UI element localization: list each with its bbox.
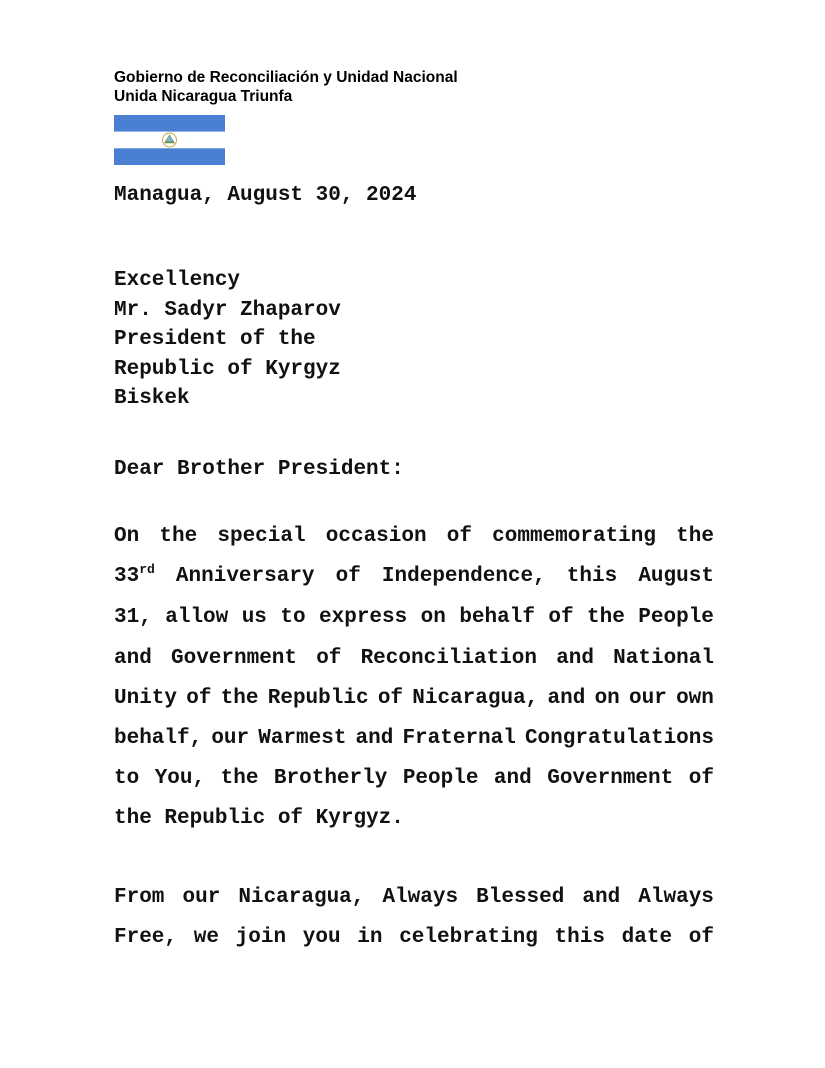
word: in (357, 926, 383, 950)
letterhead-slogan: Unida Nicaragua Triunfa (114, 88, 293, 105)
word: 31, (114, 606, 152, 630)
word: Reconciliation (360, 646, 538, 670)
word: the (676, 525, 714, 548)
paragraph-line (114, 598, 714, 638)
word: and (547, 686, 586, 710)
word: this (554, 926, 605, 950)
nicaragua-flag-icon (114, 115, 225, 165)
word: own (676, 686, 714, 710)
word: Always (638, 886, 714, 909)
word: and (355, 727, 394, 751)
addressee-line: Excellency (114, 269, 241, 292)
word: to (114, 767, 140, 791)
word: Nicaragua, (412, 686, 539, 710)
word: Always (382, 886, 459, 909)
paragraph-line (114, 759, 714, 799)
anniversary-ordinal (114, 557, 155, 598)
word: the (220, 767, 259, 791)
addressee-line: Republic of Kyrgyz (114, 357, 341, 381)
body-paragraph-1 (114, 517, 714, 840)
word: Republic (164, 807, 266, 831)
word: and (582, 886, 621, 909)
word: express (319, 606, 408, 630)
word: Warmest (258, 727, 347, 751)
word: us (241, 606, 267, 630)
ordinal-number: 33 (114, 565, 140, 589)
addressee-line: Biskek (114, 387, 190, 411)
salutation: Dear Brother President: (114, 458, 404, 481)
paragraph-line (114, 878, 714, 918)
word: Republic (267, 686, 369, 710)
word: Blessed (476, 886, 565, 909)
word: our (182, 886, 221, 909)
paragraph-line (114, 918, 714, 958)
word: of (688, 926, 714, 950)
paragraph-line (114, 799, 714, 839)
word: Kyrgyz. (315, 807, 404, 831)
word: on (420, 606, 446, 630)
word: our (629, 686, 667, 710)
word: Brotherly (273, 767, 388, 791)
word: to (280, 606, 306, 630)
word: Nicaragua, (238, 886, 365, 909)
letterhead-government-name: Gobierno de Reconciliación y Unidad Nacional (114, 69, 458, 86)
word: From (114, 886, 165, 909)
word: special (217, 525, 306, 548)
word: this (566, 565, 618, 589)
paragraph-line (114, 639, 714, 679)
word: the (220, 686, 259, 710)
body-paragraph-2 (114, 878, 714, 958)
addressee-block (114, 266, 341, 414)
word: the (114, 807, 152, 831)
word: the (587, 606, 625, 630)
ordinal-suffix: rd (139, 562, 155, 578)
word: August (638, 565, 714, 589)
word: behalf, (114, 727, 203, 751)
word: celebrating (399, 926, 538, 950)
word: we (193, 926, 219, 950)
word: of (316, 646, 342, 670)
word: Government (547, 767, 674, 791)
word: Congratulations (524, 727, 714, 751)
word: join (235, 926, 287, 950)
word: behalf (459, 606, 535, 630)
word: allow (165, 606, 229, 630)
word: occasion (325, 525, 427, 548)
word: you (302, 926, 341, 950)
word: Anniversary (175, 565, 315, 589)
paragraph-line (114, 517, 714, 557)
word: Fraternal (402, 727, 516, 751)
word: and (493, 767, 532, 791)
addressee-line: Mr. Sadyr Zhaparov (114, 298, 341, 322)
word: of (277, 807, 304, 831)
word: On (114, 525, 140, 548)
word: on (594, 686, 620, 710)
word: People (638, 606, 714, 630)
word: and (114, 646, 152, 670)
word: of (688, 767, 714, 791)
paragraph-line (114, 679, 714, 719)
word: of (377, 686, 404, 710)
word: of (186, 686, 212, 710)
paragraph-line (114, 557, 714, 598)
paragraph-line (114, 719, 714, 759)
word: commemorating (492, 525, 656, 548)
word: National (613, 646, 714, 670)
word: of (548, 606, 574, 630)
word: Free, (114, 926, 178, 950)
word: You, (154, 767, 206, 791)
word: our (211, 727, 250, 751)
word: of (335, 565, 361, 589)
addressee-line: President of the (114, 328, 316, 352)
word: Independence, (381, 565, 546, 589)
word: date (621, 926, 673, 950)
word: of (446, 525, 472, 548)
letterhead (114, 68, 458, 106)
letter-date: Managua, August 30, 2024 (114, 184, 417, 207)
word: the (159, 525, 198, 548)
word: and (556, 646, 594, 670)
word: Government (170, 646, 298, 670)
word: Unity (114, 686, 178, 710)
word: People (402, 767, 479, 791)
